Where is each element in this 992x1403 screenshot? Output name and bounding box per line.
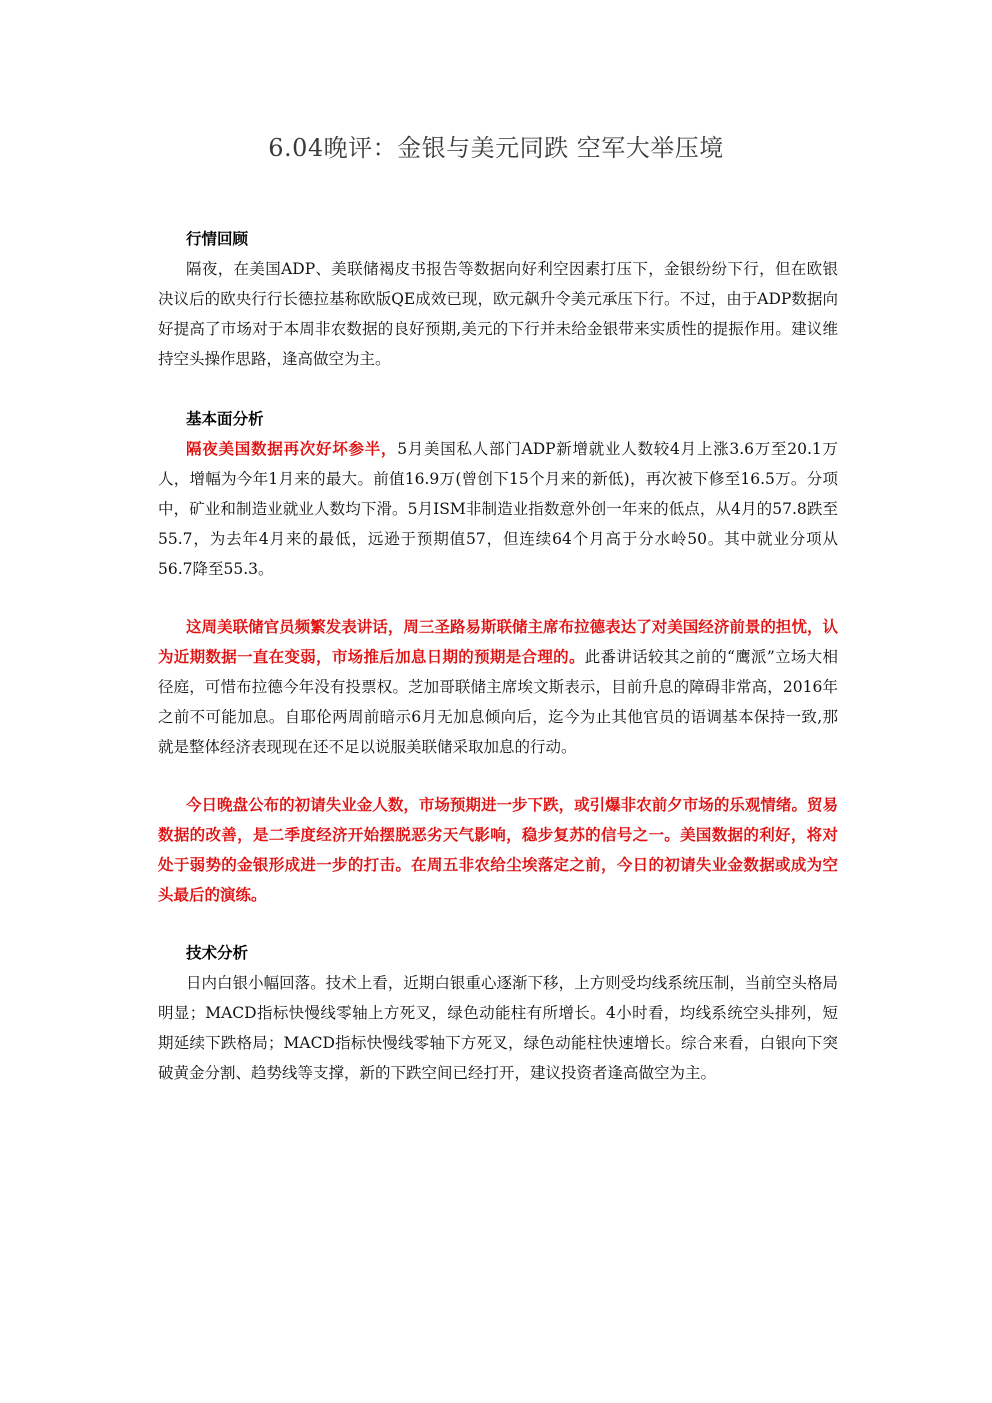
fundamental-paragraph-3 <box>158 790 838 910</box>
highlight-text: 隔夜美国数据再次好坏参半， <box>186 440 398 458</box>
fundamental-paragraph-2 <box>158 612 838 762</box>
paragraph-text: 5月美国私人部门ADP新增就业人数较4月上涨3.6万至20.1万人，增幅为今年1月来的最大。前值16.9万(曾创下15个月来的新低)，再次被下修至16.5万。分项中，矿业和制造业就业人数均下滑。5月ISM非制造业指数意外创一年来的低点，从4月的57.8跌至55.7，为去年4月来的最低，远逊于预期值57，但连续64个月高于分水岭50。其中就业分项从56.7降至55.3。 <box>158 440 838 578</box>
section-heading-technical: 技术分析 <box>186 944 249 962</box>
fundamental-paragraph-1 <box>158 434 838 584</box>
page-title: 6.04晚评：金银与美元同跌 空军大举压境 <box>268 134 724 162</box>
section-heading-fundamental: 基本面分析 <box>186 410 264 428</box>
review-paragraph: 隔夜，在美国ADP、美联储褐皮书报告等数据向好利空因素打压下，金银纷纷下行，但在欧银决议后的欧央行行长德拉基称欧版QE成效已现，欧元飙升令美元承压下行。不过，由于ADP数据向好提高了市场对于本周非农数据的良好预期,美元的下行并未给金银带来实质性的提振作用。建议维持空头操作思路，逢高做空为主。 <box>158 260 838 368</box>
section-heading-review: 行情回顾 <box>186 230 249 248</box>
highlight-text: 今日晚盘公布的初请失业金人数，市场预期进一步下跌，或引爆非农前夕市场的乐观情绪。贸易数据的改善，是二季度经济开始摆脱恶劣天气影响，稳步复苏的信号之一。美国数据的利好，将对处于弱势的金银形成进一步的打击。在周五非农给尘埃落定之前，今日的初请失业金数据或成为空头最后的演练。 <box>158 796 838 904</box>
highlight-text: 这周美联储官员频繁发表讲话，周三圣路易斯联储主席布拉德表达了对美国经济前景的担忧，认为近期数据一直在变弱，市场推后加息日期的预期是合理的。 <box>158 618 838 666</box>
technical-paragraph: 日内白银小幅回落。技术上看，近期白银重心逐渐下移，上方则受均线系统压制，当前空头格局明显；MACD指标快慢线零轴上方死叉，绿色动能柱有所增长。4小时看，均线系统空头排列，短期延续下跌格局；MACD指标快慢线零轴下方死叉，绿色动能柱快速增长。综合来看，白银向下突破黄金分割、趋势线等支撑，新的下跌空间已经打开，建议投资者逢高做空为主。 <box>158 974 838 1082</box>
article-body <box>158 224 838 1088</box>
paragraph-text: 此番讲话较其之前的“鹰派”立场大相径庭，可惜布拉德今年没有投票权。芝加哥联储主席埃文斯表示，目前升息的障碍非常高，2016年之前不可能加息。自耶伦两周前暗示6月无加息倾向后，迄今为止其他官员的语调基本保持一致,那就是整体经济表现现在还不足以说服美联储采取加息的行动。 <box>158 648 838 756</box>
